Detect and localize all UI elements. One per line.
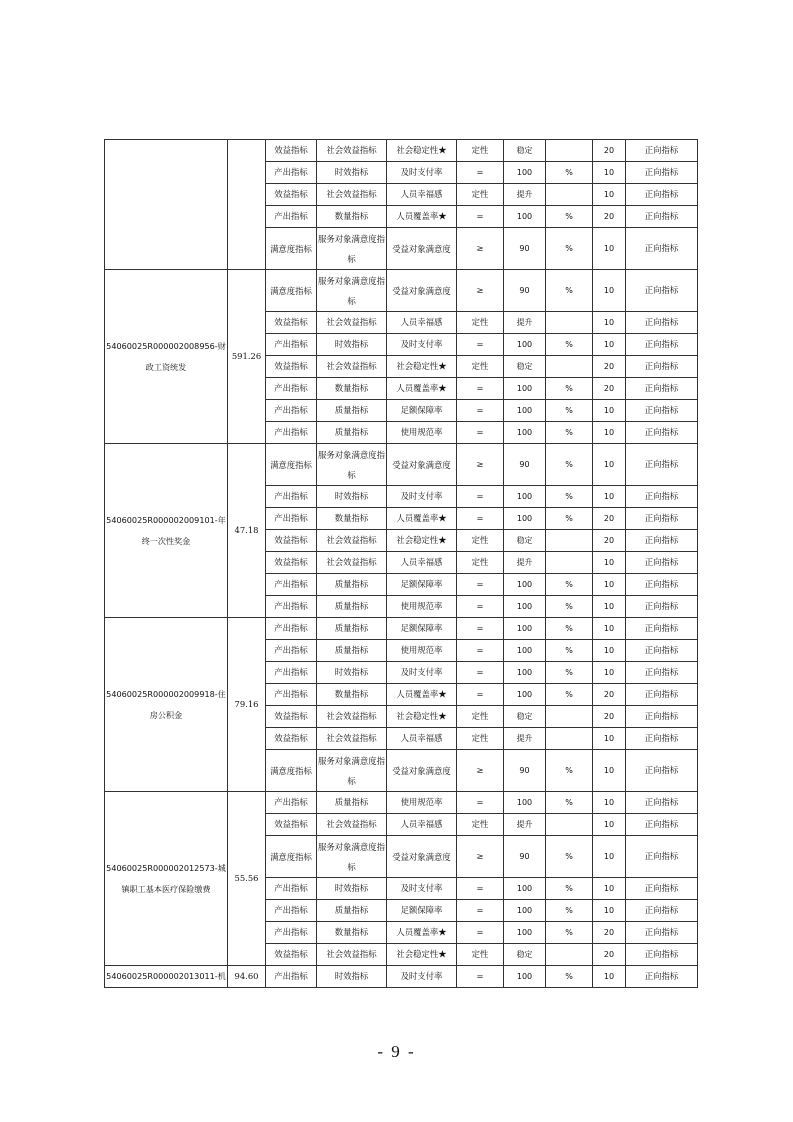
weight-cell: 10 bbox=[593, 750, 626, 792]
direction-cell: 正向指标 bbox=[626, 836, 698, 878]
direction-cell: 正向指标 bbox=[626, 312, 698, 334]
indicator-level1-cell: 效益指标 bbox=[266, 184, 317, 206]
indicator-level2-cell: 质量指标 bbox=[317, 422, 387, 444]
indicator-level2-cell: 数量指标 bbox=[317, 922, 387, 944]
indicator-level2-cell: 质量指标 bbox=[317, 596, 387, 618]
operator-cell: = bbox=[457, 792, 504, 814]
target-value-cell: 100 bbox=[504, 508, 546, 530]
direction-cell: 正向指标 bbox=[626, 596, 698, 618]
indicator-level1-cell: 效益指标 bbox=[266, 552, 317, 574]
indicator-level2-cell: 服务对象满意度指标 bbox=[317, 228, 387, 270]
indicator-level2-cell: 质量指标 bbox=[317, 400, 387, 422]
target-value-cell: 90 bbox=[504, 270, 546, 312]
indicator-level2-cell: 数量指标 bbox=[317, 206, 387, 228]
indicator-level3-cell: 使用规范率 bbox=[387, 792, 457, 814]
indicator-level3-cell: 人员覆盖率★ bbox=[387, 378, 457, 400]
indicator-level3-cell: 社会稳定性★ bbox=[387, 706, 457, 728]
weight-cell: 10 bbox=[593, 270, 626, 312]
weight-cell: 20 bbox=[593, 922, 626, 944]
indicator-level1-cell: 满意度指标 bbox=[266, 444, 317, 486]
target-value-cell: 100 bbox=[504, 574, 546, 596]
amount-cell: 55.56 bbox=[228, 792, 266, 966]
unit-cell: % bbox=[546, 228, 593, 270]
operator-cell: = bbox=[457, 966, 504, 988]
direction-cell: 正向指标 bbox=[626, 140, 698, 162]
weight-cell: 10 bbox=[593, 422, 626, 444]
weight-cell: 10 bbox=[593, 900, 626, 922]
indicator-level3-cell: 受益对象满意度 bbox=[387, 270, 457, 312]
operator-cell: = bbox=[457, 596, 504, 618]
project-name-cell: 54060025R000002009918-住房公积金 bbox=[105, 618, 228, 792]
indicator-level3-cell: 及时支付率 bbox=[387, 662, 457, 684]
direction-cell: 正向指标 bbox=[626, 728, 698, 750]
unit-cell bbox=[546, 356, 593, 378]
direction-cell: 正向指标 bbox=[626, 184, 698, 206]
operator-cell: ≥ bbox=[457, 444, 504, 486]
indicator-level3-cell: 人员幸福感 bbox=[387, 184, 457, 206]
target-value-cell: 100 bbox=[504, 792, 546, 814]
operator-cell: = bbox=[457, 574, 504, 596]
project-name-cell: 54060025R000002012573-城镇职工基本医疗保险缴费 bbox=[105, 792, 228, 966]
direction-cell: 正向指标 bbox=[626, 400, 698, 422]
direction-cell: 正向指标 bbox=[626, 486, 698, 508]
direction-cell: 正向指标 bbox=[626, 750, 698, 792]
unit-cell bbox=[546, 184, 593, 206]
unit-cell: % bbox=[546, 750, 593, 792]
indicator-level2-cell: 质量指标 bbox=[317, 574, 387, 596]
direction-cell: 正向指标 bbox=[626, 922, 698, 944]
operator-cell: 定性 bbox=[457, 184, 504, 206]
indicator-level3-cell: 社会稳定性★ bbox=[387, 356, 457, 378]
direction-cell: 正向指标 bbox=[626, 162, 698, 184]
weight-cell: 20 bbox=[593, 684, 626, 706]
indicator-level1-cell: 产出指标 bbox=[266, 900, 317, 922]
indicator-level2-cell: 时效指标 bbox=[317, 662, 387, 684]
unit-cell: % bbox=[546, 162, 593, 184]
amount-cell bbox=[228, 140, 266, 270]
indicator-level2-cell: 社会效益指标 bbox=[317, 706, 387, 728]
indicator-level1-cell: 产出指标 bbox=[266, 662, 317, 684]
direction-cell: 正向指标 bbox=[626, 552, 698, 574]
indicator-level1-cell: 效益指标 bbox=[266, 814, 317, 836]
direction-cell: 正向指标 bbox=[626, 966, 698, 988]
weight-cell: 20 bbox=[593, 944, 626, 966]
indicator-level3-cell: 使用规范率 bbox=[387, 640, 457, 662]
target-value-cell: 90 bbox=[504, 750, 546, 792]
indicator-level3-cell: 人员覆盖率★ bbox=[387, 684, 457, 706]
indicator-level2-cell: 社会效益指标 bbox=[317, 728, 387, 750]
unit-cell: % bbox=[546, 684, 593, 706]
target-value-cell: 提升 bbox=[504, 552, 546, 574]
indicator-level1-cell: 产出指标 bbox=[266, 422, 317, 444]
indicator-level3-cell: 受益对象满意度 bbox=[387, 228, 457, 270]
indicator-level3-cell: 社会稳定性★ bbox=[387, 944, 457, 966]
amount-cell: 591.26 bbox=[228, 270, 266, 444]
indicator-level3-cell: 人员幸福感 bbox=[387, 312, 457, 334]
unit-cell bbox=[546, 706, 593, 728]
amount-cell: 94.60 bbox=[228, 966, 266, 988]
operator-cell: = bbox=[457, 334, 504, 356]
weight-cell: 20 bbox=[593, 530, 626, 552]
weight-cell: 10 bbox=[593, 618, 626, 640]
indicator-level2-cell: 质量指标 bbox=[317, 792, 387, 814]
unit-cell: % bbox=[546, 878, 593, 900]
indicator-level1-cell: 满意度指标 bbox=[266, 750, 317, 792]
operator-cell: = bbox=[457, 640, 504, 662]
weight-cell: 10 bbox=[593, 184, 626, 206]
operator-cell: = bbox=[457, 900, 504, 922]
unit-cell bbox=[546, 944, 593, 966]
target-value-cell: 100 bbox=[504, 922, 546, 944]
unit-cell bbox=[546, 814, 593, 836]
direction-cell: 正向指标 bbox=[626, 706, 698, 728]
table-row bbox=[105, 444, 698, 486]
unit-cell: % bbox=[546, 270, 593, 312]
operator-cell: ≥ bbox=[457, 270, 504, 312]
weight-cell: 10 bbox=[593, 728, 626, 750]
table-row bbox=[105, 792, 698, 814]
operator-cell: ≥ bbox=[457, 750, 504, 792]
operator-cell: 定性 bbox=[457, 140, 504, 162]
indicator-level2-cell: 质量指标 bbox=[317, 900, 387, 922]
operator-cell: = bbox=[457, 378, 504, 400]
indicator-level2-cell: 时效指标 bbox=[317, 878, 387, 900]
indicator-level3-cell: 人员幸福感 bbox=[387, 552, 457, 574]
indicator-level2-cell: 社会效益指标 bbox=[317, 356, 387, 378]
direction-cell: 正向指标 bbox=[626, 944, 698, 966]
direction-cell: 正向指标 bbox=[626, 228, 698, 270]
target-value-cell: 100 bbox=[504, 596, 546, 618]
target-value-cell: 100 bbox=[504, 662, 546, 684]
target-value-cell: 100 bbox=[504, 162, 546, 184]
indicator-level2-cell: 服务对象满意度指标 bbox=[317, 836, 387, 878]
indicator-level1-cell: 产出指标 bbox=[266, 684, 317, 706]
target-value-cell: 100 bbox=[504, 966, 546, 988]
indicator-level2-cell: 服务对象满意度指标 bbox=[317, 444, 387, 486]
indicator-level2-cell: 社会效益指标 bbox=[317, 552, 387, 574]
weight-cell: 10 bbox=[593, 228, 626, 270]
weight-cell: 20 bbox=[593, 206, 626, 228]
indicator-level1-cell: 产出指标 bbox=[266, 400, 317, 422]
indicator-level1-cell: 产出指标 bbox=[266, 574, 317, 596]
indicator-level1-cell: 效益指标 bbox=[266, 728, 317, 750]
indicator-level1-cell: 产出指标 bbox=[266, 486, 317, 508]
indicator-level2-cell: 数量指标 bbox=[317, 684, 387, 706]
weight-cell: 10 bbox=[593, 966, 626, 988]
weight-cell: 10 bbox=[593, 792, 626, 814]
indicator-level3-cell: 足额保障率 bbox=[387, 900, 457, 922]
direction-cell: 正向指标 bbox=[626, 900, 698, 922]
table-row bbox=[105, 966, 698, 988]
operator-cell: 定性 bbox=[457, 814, 504, 836]
direction-cell: 正向指标 bbox=[626, 814, 698, 836]
weight-cell: 20 bbox=[593, 356, 626, 378]
target-value-cell: 100 bbox=[504, 640, 546, 662]
target-value-cell: 100 bbox=[504, 618, 546, 640]
direction-cell: 正向指标 bbox=[626, 662, 698, 684]
indicator-level1-cell: 满意度指标 bbox=[266, 270, 317, 312]
operator-cell: = bbox=[457, 878, 504, 900]
weight-cell: 10 bbox=[593, 640, 626, 662]
indicator-level2-cell: 服务对象满意度指标 bbox=[317, 750, 387, 792]
direction-cell: 正向指标 bbox=[626, 792, 698, 814]
indicator-level3-cell: 受益对象满意度 bbox=[387, 836, 457, 878]
target-value-cell: 100 bbox=[504, 334, 546, 356]
project-name-cell: 54060025R000002009101-年终一次性奖金 bbox=[105, 444, 228, 618]
target-value-cell: 稳定 bbox=[504, 530, 546, 552]
direction-cell: 正向指标 bbox=[626, 640, 698, 662]
weight-cell: 20 bbox=[593, 706, 626, 728]
indicator-level1-cell: 产出指标 bbox=[266, 640, 317, 662]
indicator-level3-cell: 人员覆盖率★ bbox=[387, 922, 457, 944]
target-value-cell: 稳定 bbox=[504, 140, 546, 162]
indicator-level1-cell: 效益指标 bbox=[266, 356, 317, 378]
indicator-level3-cell: 受益对象满意度 bbox=[387, 444, 457, 486]
indicator-level2-cell: 时效指标 bbox=[317, 334, 387, 356]
weight-cell: 10 bbox=[593, 486, 626, 508]
weight-cell: 10 bbox=[593, 814, 626, 836]
indicator-level1-cell: 效益指标 bbox=[266, 140, 317, 162]
page-number: - 9 - bbox=[377, 1042, 416, 1061]
unit-cell: % bbox=[546, 574, 593, 596]
indicator-level3-cell: 及时支付率 bbox=[387, 878, 457, 900]
weight-cell: 10 bbox=[593, 836, 626, 878]
indicator-level3-cell: 社会稳定性★ bbox=[387, 140, 457, 162]
direction-cell: 正向指标 bbox=[626, 334, 698, 356]
indicator-level2-cell: 数量指标 bbox=[317, 508, 387, 530]
direction-cell: 正向指标 bbox=[626, 422, 698, 444]
indicator-level1-cell: 产出指标 bbox=[266, 508, 317, 530]
weight-cell: 20 bbox=[593, 140, 626, 162]
target-value-cell: 100 bbox=[504, 878, 546, 900]
unit-cell bbox=[546, 530, 593, 552]
target-value-cell: 100 bbox=[504, 378, 546, 400]
indicator-level1-cell: 满意度指标 bbox=[266, 228, 317, 270]
weight-cell: 10 bbox=[593, 552, 626, 574]
operator-cell: = bbox=[457, 162, 504, 184]
weight-cell: 10 bbox=[593, 662, 626, 684]
indicator-level3-cell: 社会稳定性★ bbox=[387, 530, 457, 552]
operator-cell: = bbox=[457, 422, 504, 444]
indicator-level1-cell: 产出指标 bbox=[266, 618, 317, 640]
weight-cell: 20 bbox=[593, 508, 626, 530]
operator-cell: 定性 bbox=[457, 944, 504, 966]
amount-cell: 79.16 bbox=[228, 618, 266, 792]
weight-cell: 10 bbox=[593, 334, 626, 356]
weight-cell: 10 bbox=[593, 162, 626, 184]
unit-cell: % bbox=[546, 486, 593, 508]
weight-cell: 10 bbox=[593, 878, 626, 900]
operator-cell: = bbox=[457, 618, 504, 640]
target-value-cell: 100 bbox=[504, 206, 546, 228]
weight-cell: 10 bbox=[593, 444, 626, 486]
direction-cell: 正向指标 bbox=[626, 444, 698, 486]
unit-cell: % bbox=[546, 596, 593, 618]
indicator-level3-cell: 及时支付率 bbox=[387, 162, 457, 184]
indicator-level2-cell: 社会效益指标 bbox=[317, 184, 387, 206]
indicator-level1-cell: 产出指标 bbox=[266, 162, 317, 184]
indicator-level2-cell: 数量指标 bbox=[317, 378, 387, 400]
unit-cell: % bbox=[546, 618, 593, 640]
direction-cell: 正向指标 bbox=[626, 618, 698, 640]
unit-cell bbox=[546, 140, 593, 162]
direction-cell: 正向指标 bbox=[626, 508, 698, 530]
target-value-cell: 100 bbox=[504, 684, 546, 706]
unit-cell bbox=[546, 312, 593, 334]
weight-cell: 10 bbox=[593, 400, 626, 422]
operator-cell: 定性 bbox=[457, 356, 504, 378]
indicator-level1-cell: 效益指标 bbox=[266, 530, 317, 552]
unit-cell bbox=[546, 728, 593, 750]
target-value-cell: 稳定 bbox=[504, 944, 546, 966]
unit-cell: % bbox=[546, 922, 593, 944]
operator-cell: = bbox=[457, 400, 504, 422]
direction-cell: 正向指标 bbox=[626, 356, 698, 378]
target-value-cell: 提升 bbox=[504, 312, 546, 334]
target-value-cell: 100 bbox=[504, 900, 546, 922]
weight-cell: 10 bbox=[593, 596, 626, 618]
indicator-level3-cell: 使用规范率 bbox=[387, 596, 457, 618]
indicator-level2-cell: 社会效益指标 bbox=[317, 140, 387, 162]
target-value-cell: 提升 bbox=[504, 184, 546, 206]
target-value-cell: 100 bbox=[504, 486, 546, 508]
indicator-level3-cell: 受益对象满意度 bbox=[387, 750, 457, 792]
weight-cell: 10 bbox=[593, 574, 626, 596]
unit-cell: % bbox=[546, 334, 593, 356]
indicator-level1-cell: 满意度指标 bbox=[266, 836, 317, 878]
unit-cell: % bbox=[546, 422, 593, 444]
operator-cell: 定性 bbox=[457, 312, 504, 334]
indicator-level3-cell: 及时支付率 bbox=[387, 334, 457, 356]
indicator-level2-cell: 时效指标 bbox=[317, 162, 387, 184]
unit-cell: % bbox=[546, 900, 593, 922]
direction-cell: 正向指标 bbox=[626, 206, 698, 228]
indicator-level2-cell: 社会效益指标 bbox=[317, 814, 387, 836]
operator-cell: = bbox=[457, 508, 504, 530]
indicator-level1-cell: 产出指标 bbox=[266, 596, 317, 618]
direction-cell: 正向指标 bbox=[626, 530, 698, 552]
direction-cell: 正向指标 bbox=[626, 574, 698, 596]
indicator-level2-cell: 时效指标 bbox=[317, 966, 387, 988]
unit-cell: % bbox=[546, 444, 593, 486]
unit-cell: % bbox=[546, 662, 593, 684]
indicator-level3-cell: 及时支付率 bbox=[387, 486, 457, 508]
table-row bbox=[105, 140, 698, 162]
operator-cell: 定性 bbox=[457, 706, 504, 728]
operator-cell: ≥ bbox=[457, 228, 504, 270]
indicator-level3-cell: 人员幸福感 bbox=[387, 814, 457, 836]
operator-cell: = bbox=[457, 922, 504, 944]
amount-cell: 47.18 bbox=[228, 444, 266, 618]
operator-cell: = bbox=[457, 684, 504, 706]
operator-cell: = bbox=[457, 662, 504, 684]
unit-cell: % bbox=[546, 508, 593, 530]
project-name-cell: 54060025R000002008956-财政工资统发 bbox=[105, 270, 228, 444]
operator-cell: 定性 bbox=[457, 552, 504, 574]
indicator-level3-cell: 人员覆盖率★ bbox=[387, 206, 457, 228]
unit-cell: % bbox=[546, 836, 593, 878]
target-value-cell: 提升 bbox=[504, 728, 546, 750]
indicator-level2-cell: 社会效益指标 bbox=[317, 944, 387, 966]
project-name-cell bbox=[105, 140, 228, 270]
target-value-cell: 100 bbox=[504, 400, 546, 422]
operator-cell: ≥ bbox=[457, 836, 504, 878]
indicator-level2-cell: 时效指标 bbox=[317, 486, 387, 508]
operator-cell: 定性 bbox=[457, 530, 504, 552]
direction-cell: 正向指标 bbox=[626, 270, 698, 312]
indicator-level2-cell: 社会效益指标 bbox=[317, 312, 387, 334]
operator-cell: 定性 bbox=[457, 728, 504, 750]
indicator-level2-cell: 社会效益指标 bbox=[317, 530, 387, 552]
project-name-cell: 54060025R000002013011-机 bbox=[105, 966, 228, 988]
indicator-level2-cell: 质量指标 bbox=[317, 618, 387, 640]
direction-cell: 正向指标 bbox=[626, 878, 698, 900]
weight-cell: 20 bbox=[593, 378, 626, 400]
unit-cell: % bbox=[546, 966, 593, 988]
indicator-level1-cell: 产出指标 bbox=[266, 378, 317, 400]
indicator-level3-cell: 使用规范率 bbox=[387, 422, 457, 444]
target-value-cell: 100 bbox=[504, 422, 546, 444]
indicator-level1-cell: 产出指标 bbox=[266, 334, 317, 356]
indicator-level1-cell: 效益指标 bbox=[266, 706, 317, 728]
direction-cell: 正向指标 bbox=[626, 378, 698, 400]
table-row bbox=[105, 270, 698, 312]
unit-cell: % bbox=[546, 400, 593, 422]
indicator-level1-cell: 效益指标 bbox=[266, 312, 317, 334]
target-value-cell: 90 bbox=[504, 836, 546, 878]
unit-cell: % bbox=[546, 792, 593, 814]
unit-cell: % bbox=[546, 378, 593, 400]
indicator-level3-cell: 足额保障率 bbox=[387, 400, 457, 422]
target-value-cell: 稳定 bbox=[504, 356, 546, 378]
performance-indicator-table bbox=[104, 139, 698, 988]
indicator-level2-cell: 质量指标 bbox=[317, 640, 387, 662]
indicator-level3-cell: 及时支付率 bbox=[387, 966, 457, 988]
indicator-level3-cell: 人员幸福感 bbox=[387, 728, 457, 750]
indicator-level1-cell: 产出指标 bbox=[266, 966, 317, 988]
indicator-level1-cell: 产出指标 bbox=[266, 922, 317, 944]
indicator-level3-cell: 足额保障率 bbox=[387, 574, 457, 596]
target-value-cell: 提升 bbox=[504, 814, 546, 836]
indicator-level1-cell: 产出指标 bbox=[266, 792, 317, 814]
target-value-cell: 90 bbox=[504, 444, 546, 486]
unit-cell bbox=[546, 552, 593, 574]
unit-cell: % bbox=[546, 206, 593, 228]
weight-cell: 10 bbox=[593, 312, 626, 334]
indicator-level1-cell: 产出指标 bbox=[266, 878, 317, 900]
indicator-level1-cell: 效益指标 bbox=[266, 944, 317, 966]
operator-cell: = bbox=[457, 206, 504, 228]
operator-cell: = bbox=[457, 486, 504, 508]
indicator-level2-cell: 服务对象满意度指标 bbox=[317, 270, 387, 312]
indicator-level1-cell: 产出指标 bbox=[266, 206, 317, 228]
indicator-level3-cell: 足额保障率 bbox=[387, 618, 457, 640]
indicator-level3-cell: 人员覆盖率★ bbox=[387, 508, 457, 530]
target-value-cell: 稳定 bbox=[504, 706, 546, 728]
unit-cell: % bbox=[546, 640, 593, 662]
table-row bbox=[105, 618, 698, 640]
target-value-cell: 90 bbox=[504, 228, 546, 270]
direction-cell: 正向指标 bbox=[626, 684, 698, 706]
